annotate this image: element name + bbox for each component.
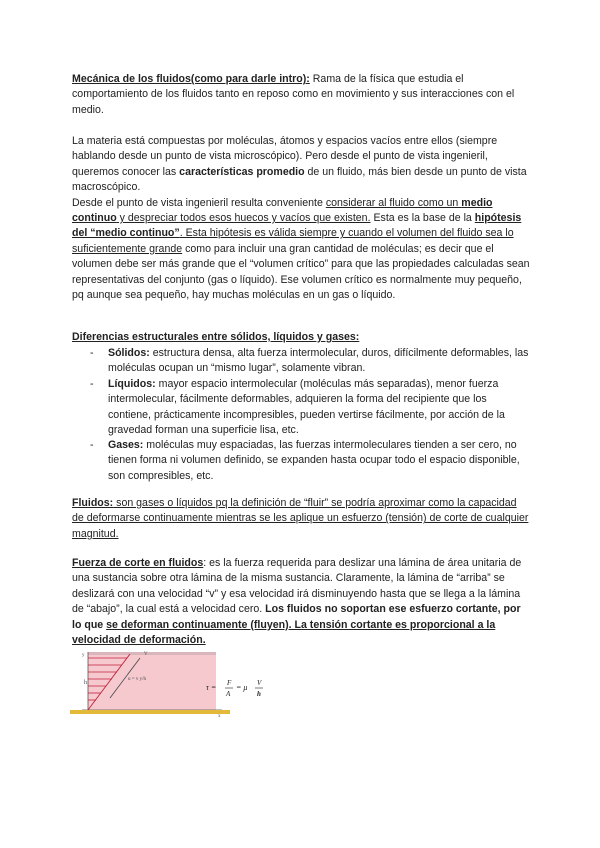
eq-h: h: [257, 690, 261, 698]
eq-mu: = μ: [236, 683, 248, 692]
continuo-text-1: Desde el punto de vista ingenieril resulta conveniente: [72, 196, 326, 209]
caracteristicas-promedio: características promedio: [179, 165, 305, 178]
desc-solidos: estructura densa, alta fuerza intermolecular, duros, difícilmente deformables, las moléculas ocupan un “mismo lugar”, solamente vibran.: [108, 347, 529, 375]
materia-text-2: de un fluido, más bien desde un punto de vista macroscópico.: [72, 165, 527, 194]
fuerza-bold-underlined: se deforman continuamente (fluyen). La tensión cortante es proporcional a la velocidad de deformación.: [72, 618, 496, 647]
eq-A: A: [226, 690, 231, 698]
continuo-text-2: Esta es la base de la: [370, 212, 475, 225]
eq-tau: τ =: [206, 683, 217, 692]
eq-F: F: [227, 679, 232, 687]
fluid-region: [88, 654, 216, 710]
section-title-fuerza-corte: Fuerza de corte en fluidos: [72, 557, 204, 569]
term-gases: Gases:: [108, 439, 144, 451]
materia-paragraph: [72, 134, 530, 303]
continuo-underlined: considerar al fluido como un: [325, 196, 462, 209]
hipotesis-medio-continuo: hipótesis del “medio continuo”: [72, 212, 522, 240]
fluidos-text: son gases o líquidos pq la definición de “fluir” se podría aproximar como la capacidad de deformarse continuamente mientras se les aplique un esfuerzo (tensión) de corte de cualquier magnitud.: [72, 497, 529, 540]
materia-text-1: La materia está compuestas por moléculas, átomos y espacios vacíos entre ellos (siempre hablando desde un punto de vista microscópico). Pero desde el punto de vista ingenieril, queremos conocer las: [72, 135, 498, 178]
ground-plate: [70, 710, 230, 714]
desc-gases: moléculas muy espaciadas, las fuerzas intermoleculares tienden a ser cero, no tienen forma ni volumen definido, se expanden hasta ocupar todo el espacio disponible, son compresibles, etc.: [108, 439, 520, 482]
fuerza-bold-text: Los fluidos no soportan ese esfuerzo cortante, por lo que: [72, 603, 521, 631]
label-h: h: [84, 680, 87, 686]
fluidos-paragraph: [72, 496, 530, 542]
medio-continuo: medio continuo: [72, 196, 493, 225]
section-title-mecanica: Mecánica de los fluidos(como para darle intro):: [72, 73, 310, 85]
list-item-liquidos: [90, 377, 532, 439]
intro-paragraph: [72, 72, 530, 118]
bullet-dash: -: [90, 347, 94, 359]
list-item-gases: [90, 438, 532, 484]
intro-text: Rama de la física que estudia el comportamiento de los fluidos tanto en reposo como en movimiento y sus interacciones con el medio.: [72, 73, 515, 116]
bullet-dash: -: [90, 439, 94, 451]
desc-liquidos: mayor espacio intermolecular (moléculas más separadas), menor fuerza intermolecular, fácilmente deformables, adquieren la forma del recipiente que los contiene, prácticamente incompresibles, pueden vertirse fácilmente, por acción de la gravedad forman una superficie lisa, etc.: [108, 378, 505, 437]
label-v: V: [144, 652, 148, 657]
label-y: y: [82, 653, 85, 658]
top-plate: [88, 652, 216, 655]
list-item-solidos: [90, 346, 532, 377]
fuerza-corte-paragraph: [72, 556, 530, 648]
bullet-dash: -: [90, 378, 94, 390]
hipotesis-underlined: . Esta hipótesis es válida siempre y cuando el volumen del fluido sea lo suficientemente grande: [72, 227, 514, 255]
eq-V: V: [257, 679, 262, 687]
term-solidos: Sólidos:: [108, 347, 150, 359]
fuerza-text: : es la fuerza requerida para deslizar una lámina de área unitaria de una sustancia sobre otra lámina de la misma sustancia. Claramente, la lámina de “arriba” se deslizará con una velocidad “v” y esa velocidad irá disminuyendo hasta que se llega a la lámina de “abajo”, la cual está a velocidad cero.: [72, 557, 522, 616]
hipotesis-text: como para incluir una gran cantidad de moléculas; es decir que el volumen debe ser más grande que el “volumen crítico” para que las propiedades calculadas sean representativas del conjunto (gas o líquido). Ese volumen crítico es normalmente muy pequeño, pq aunque sea pequeño, hay muchas moléculas en un gas o líquido.: [72, 242, 530, 302]
term-liquidos: Líquidos:: [108, 378, 156, 390]
diferencias-heading: [72, 330, 530, 345]
label-x: x: [218, 714, 221, 718]
continuo-underlined-2: y despreciar todos esos huecos y vacíos que existen.: [116, 212, 371, 225]
section-title-fluidos: Fluidos:: [72, 497, 114, 509]
section-title-diferencias: Diferencias estructurales entre sólidos, líquidos y gases:: [72, 331, 360, 343]
label-u: u = v y/h: [128, 677, 146, 682]
shear-flow-figure: [70, 650, 290, 718]
